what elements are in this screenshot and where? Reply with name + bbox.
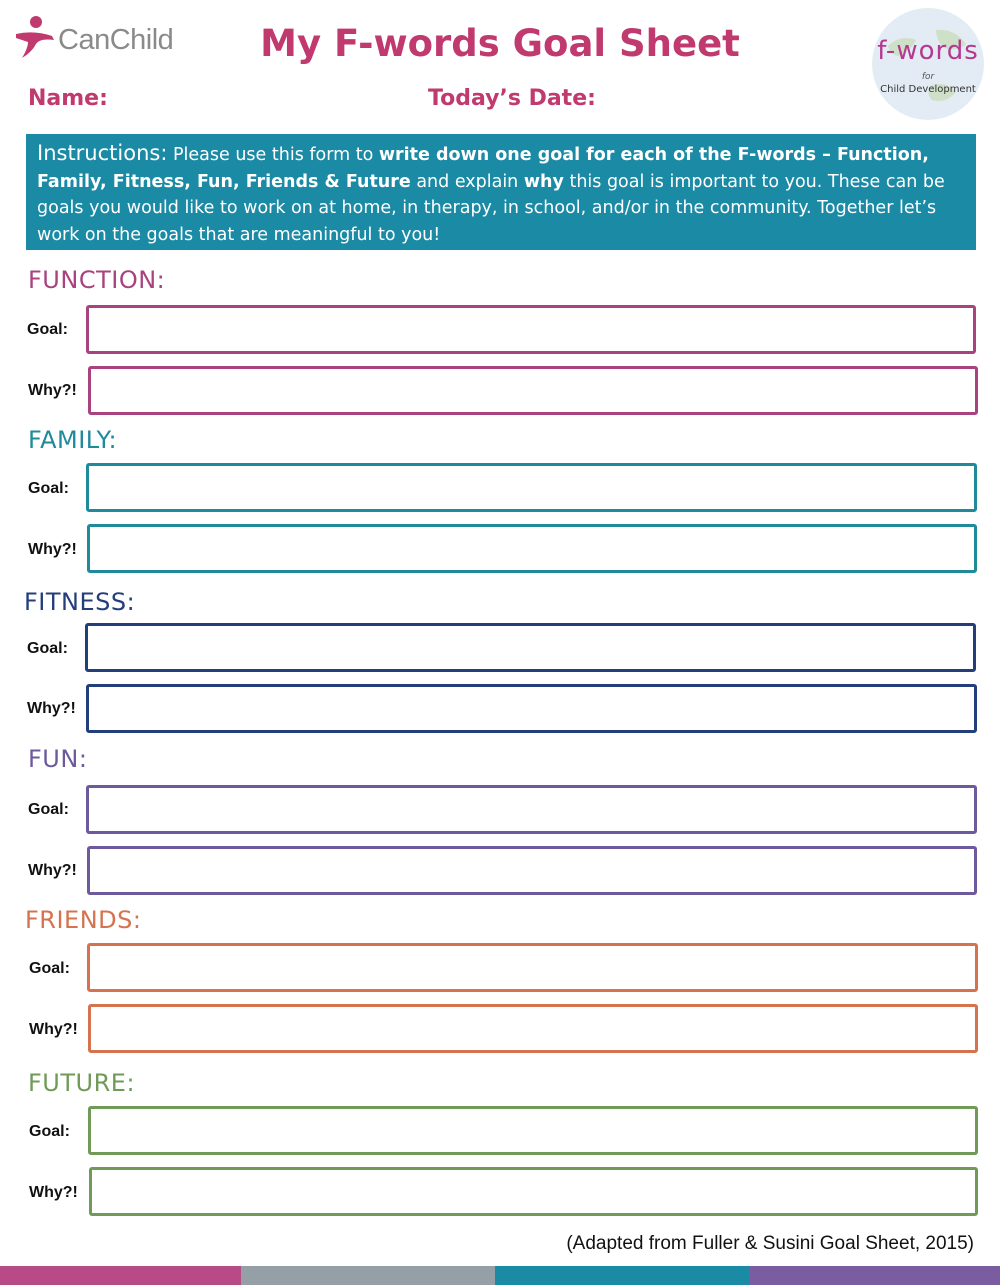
why-input-fitness[interactable] xyxy=(86,684,977,733)
footer-bar-segment-3 xyxy=(495,1266,749,1285)
instructions-box xyxy=(26,134,976,250)
why-input-friends[interactable] xyxy=(88,1004,978,1053)
footer-bar-segment-4 xyxy=(749,1266,1000,1285)
goal-label-friends: Goal: xyxy=(29,960,70,977)
date-label: Today’s Date: xyxy=(428,86,596,111)
section-title-friends: FRIENDS: xyxy=(25,906,142,934)
goal-label-function: Goal: xyxy=(27,321,68,338)
footer-citation: (Adapted from Fuller & Susini Goal Sheet, 2015) xyxy=(566,1233,974,1254)
goal-input-fitness[interactable] xyxy=(85,623,976,672)
fwords-logo-for: for xyxy=(921,72,935,82)
goal-input-function[interactable] xyxy=(86,305,976,354)
why-label-friends: Why?! xyxy=(29,1021,78,1038)
fwords-logo-text: f-words xyxy=(877,36,979,66)
fwords-logo-subtitle: Child Development xyxy=(880,84,976,95)
section-title-fitness: FITNESS: xyxy=(24,588,136,616)
why-input-family[interactable] xyxy=(87,524,977,573)
instructions-text-2: and explain xyxy=(410,171,524,192)
name-label: Name: xyxy=(28,86,108,111)
why-input-function[interactable] xyxy=(88,366,978,415)
section-title-family: FAMILY: xyxy=(28,426,118,454)
goal-label-future: Goal: xyxy=(29,1123,70,1140)
goal-label-family: Goal: xyxy=(28,480,69,497)
instructions-lead: Instructions: xyxy=(37,141,168,165)
section-title-function: FUNCTION: xyxy=(28,266,166,294)
goal-label-fitness: Goal: xyxy=(27,640,68,657)
instructions-bold-2: why xyxy=(523,171,564,192)
why-label-function: Why?! xyxy=(28,382,77,399)
why-label-future: Why?! xyxy=(29,1184,78,1201)
why-input-future[interactable] xyxy=(89,1167,978,1216)
instructions-text-1: Please use this form to xyxy=(167,145,379,165)
section-title-fun: FUN: xyxy=(28,745,88,773)
instructions-bold-1: write down one goal for each of the F-words – Function, Family, Fitness, Fun, Friends & Future xyxy=(37,145,929,192)
goal-label-fun: Goal: xyxy=(28,801,69,818)
goal-input-family[interactable] xyxy=(86,463,977,512)
fwords-logo xyxy=(870,6,986,122)
instructions-text-3: this goal is important to you. These can be goals you would like to work on at home, in therapy, in school, and/or in the community. Together let’s work on the goals that are meaningful to you! xyxy=(37,171,945,245)
why-label-fun: Why?! xyxy=(28,862,77,879)
goal-input-friends[interactable] xyxy=(87,943,978,992)
footer-bar-segment-2 xyxy=(241,1266,495,1285)
canchild-logo-text: CanChild xyxy=(58,24,174,56)
page-title: My F-words Goal Sheet xyxy=(260,22,740,65)
why-label-fitness: Why?! xyxy=(27,700,76,717)
goal-input-future[interactable] xyxy=(88,1106,978,1155)
section-title-future: FUTURE: xyxy=(28,1069,136,1097)
goal-input-fun[interactable] xyxy=(86,785,977,834)
why-label-family: Why?! xyxy=(28,541,77,558)
why-input-fun[interactable] xyxy=(87,846,977,895)
footer-bar-segment-1 xyxy=(0,1266,241,1285)
